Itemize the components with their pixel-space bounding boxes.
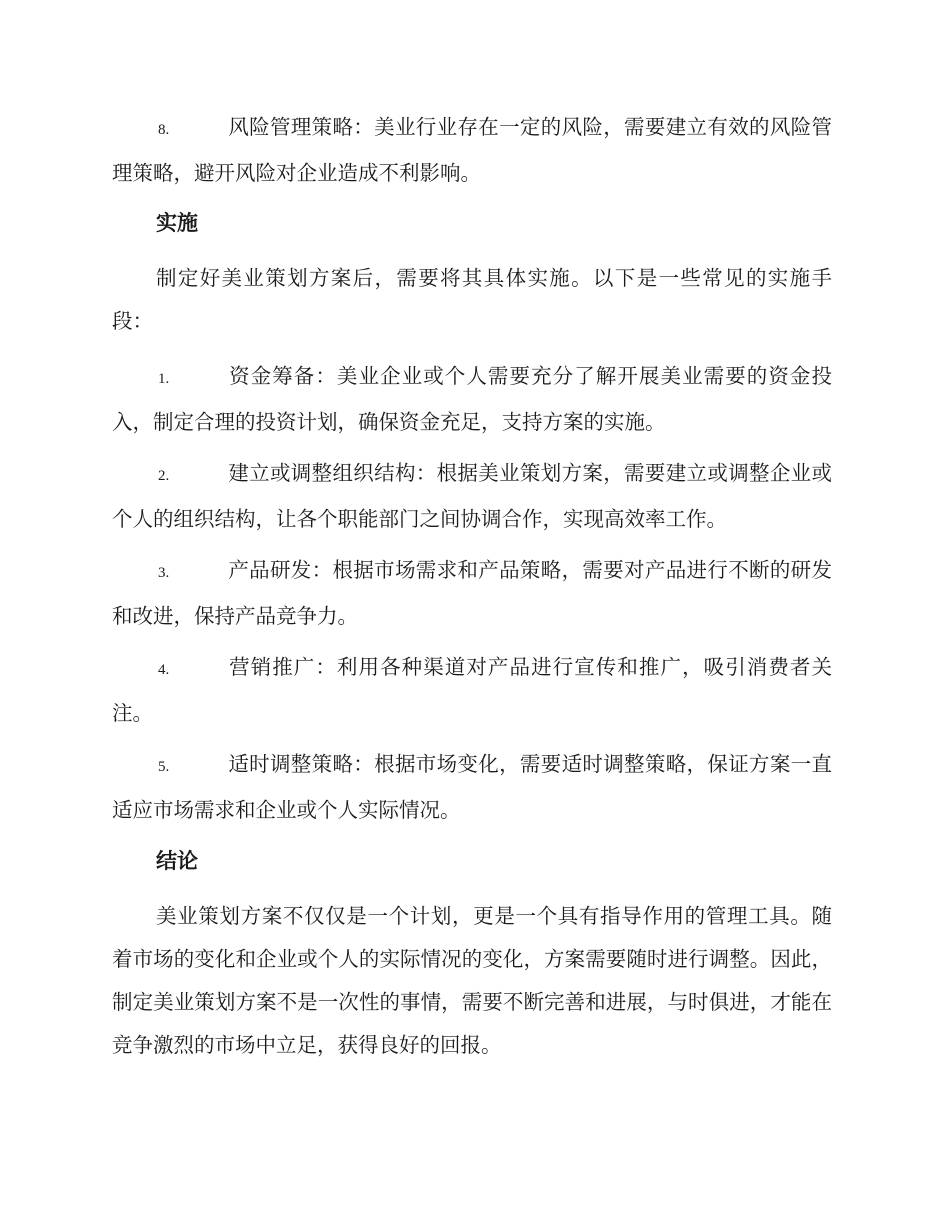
- list-item-number: 3.: [158, 565, 170, 581]
- list-item-1: [112, 355, 832, 444]
- list-item-number: 2.: [158, 468, 170, 484]
- list-item-8: [112, 106, 832, 195]
- list-item-number: 4.: [158, 662, 170, 678]
- list-item-4: [112, 646, 832, 735]
- list-item-text: 风险管理策略：美业行业存在一定的风险，需要建立有效的风险管理策略，避开风险对企业造成不利影响。: [112, 115, 832, 185]
- list-item-text: 适时调整策略：根据市场变化，需要适时调整策略，保证方案一直适应市场需求和企业或个人实际情况。: [112, 752, 832, 822]
- list-item-3: [112, 549, 832, 638]
- list-item-5: [112, 743, 832, 832]
- list-item-2: [112, 452, 832, 541]
- list-item-text: 建立或调整组织结构：根据美业策划方案，需要建立或调整企业或个人的组织结构，让各个职能部门之间协调合作，实现高效率工作。: [112, 461, 832, 531]
- conclusion-body: 美业策划方案不仅仅是一个计划，更是一个具有指导作用的管理工具。随着市场的变化和企业或个人的实际情况的变化，方案需要随时进行调整。因此，制定美业策划方案不是一次性的事情，需要不断完善和进展，与时俱进，才能在竞争激烈的市场中立足，获得良好的回报。: [112, 904, 832, 1057]
- implementation-intro: 制定好美业策划方案后，需要将其具体实施。以下是一些常见的实施手段：: [112, 266, 832, 333]
- list-item-number: 5.: [158, 759, 170, 775]
- list-item-text: 营销推广：利用各种渠道对产品进行宣传和推广，吸引消费者关注。: [112, 655, 832, 725]
- section-heading-conclusion: 结论: [156, 849, 198, 873]
- section-heading-implementation: 实施: [156, 211, 198, 235]
- list-item-text: 产品研发：根据市场需求和产品策略，需要对产品进行不断的研发和改进，保持产品竞争力。: [112, 558, 832, 628]
- list-item-text: 资金筹备：美业企业或个人需要充分了解开展美业需要的资金投入，制定合理的投资计划，确保资金充足，支持方案的实施。: [112, 364, 832, 434]
- list-item-number: 1.: [158, 371, 170, 387]
- list-item-number: 8.: [158, 122, 170, 138]
